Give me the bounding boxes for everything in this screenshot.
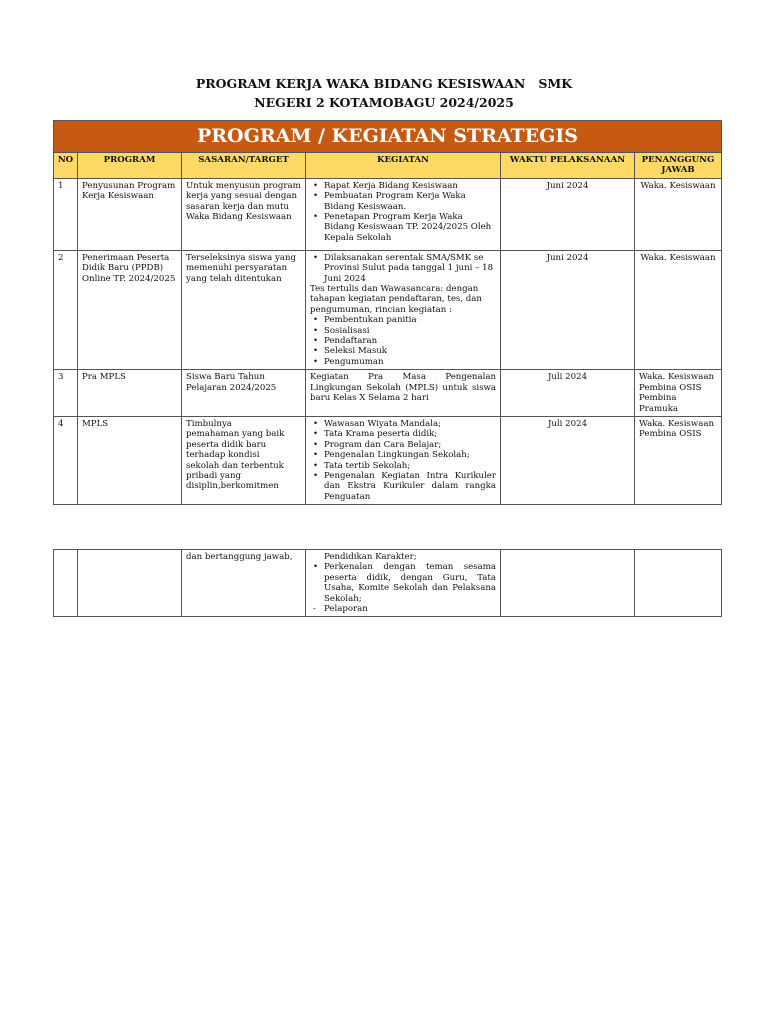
- list-item: • Pengenalan Lingkungan Sekolah;: [324, 450, 496, 460]
- list-item: - Pelaporan: [324, 604, 496, 614]
- row-program: Pra MPLS: [78, 370, 182, 417]
- row-waktu: Juni 2024: [501, 178, 635, 250]
- continuation-table: [53, 549, 722, 617]
- kegiatan-list: [310, 253, 496, 284]
- list-item: • Pengenalan Kegiatan Intra Kurikuler dan Ekstra Kurikuler dalam rangka Penguatan: [324, 471, 496, 502]
- row-penanggung-jawab: [635, 416, 722, 504]
- row-kegiatan: [306, 416, 501, 504]
- row-penanggung-jawab: Waka. Kesiswaan: [635, 250, 722, 369]
- sasaran-line: pribadi yang: [186, 470, 241, 481]
- list-item: • Seleksi Masuk: [324, 346, 496, 356]
- list-item: • Rapat Kerja Bidang Kesiswaan: [324, 181, 496, 191]
- sasaran-line: peserta didik baru: [186, 439, 267, 450]
- kegiatan-text: Pendidikan Karakter;: [324, 552, 417, 562]
- row-no: 1: [54, 178, 78, 250]
- row-sasaran: Terseleksinya siswa yang memenuhi persyaratan yang telah ditentukan: [182, 250, 306, 369]
- header-program: PROGRAM: [78, 153, 182, 179]
- row-penanggung-jawab: [635, 370, 722, 417]
- list-item: • Tata tertib Sekolah;: [324, 461, 496, 471]
- table-row: [54, 250, 722, 369]
- header-no: NO: [54, 153, 78, 179]
- row-program: Penyusunan Program Kerja Kesiswaan: [78, 178, 182, 250]
- table-row: [54, 550, 722, 617]
- pj-line: Pembina Pramuka: [639, 393, 679, 414]
- row-waktu: Juni 2024: [501, 250, 635, 369]
- row-kegiatan: [306, 550, 501, 617]
- list-item: • Sosialisasi: [324, 326, 496, 336]
- row-program: [78, 550, 182, 617]
- kegiatan-list: [310, 562, 496, 604]
- row-no: 2: [54, 250, 78, 369]
- list-item: • Pendaftaran: [324, 336, 496, 346]
- list-item: • Pembentukan panitia: [324, 315, 496, 325]
- header-penanggung-jawab: PENANGGUNG JAWAB: [635, 153, 722, 179]
- row-sasaran: dan bertanggung jawab,: [182, 550, 306, 617]
- sasaran-line: Timbulnya: [186, 418, 232, 429]
- table-row: [54, 178, 722, 250]
- header-waktu: WAKTU PELAKSANAAN: [501, 153, 635, 179]
- header-sasaran: SASARAN/TARGET: [182, 153, 306, 179]
- title-line-2: NEGERI 2 KOTAMOBAGU 2024/2025: [254, 95, 514, 110]
- pj-line: Waka. Kesiswaan: [639, 418, 714, 429]
- sasaran-line: sekolah dan terbentuk: [186, 460, 284, 471]
- row-sasaran: Siswa Baru Tahun Pelajaran 2024/2025: [182, 370, 306, 417]
- row-program: MPLS: [78, 416, 182, 504]
- list-item: • Dilaksanakan serentak SMA/SMK se Provinsi Sulut pada tanggal 1 juni – 18 Juni 2024: [324, 253, 496, 284]
- list-item: • Pembuatan Program Kerja Waka Bidang Kesiswaan.: [324, 191, 496, 212]
- list-item: • Wawasan Wiyata Mandala;: [324, 419, 496, 429]
- table-row: [54, 416, 722, 504]
- row-waktu: Juli 2024: [501, 416, 635, 504]
- pj-line: Pembina OSIS: [639, 429, 702, 440]
- pj-line: Waka. Kesiswaan: [639, 372, 714, 383]
- document-title: [0, 74, 768, 112]
- row-no: 3: [54, 370, 78, 417]
- table-banner: PROGRAM / KEGIATAN STRATEGIS: [54, 121, 722, 153]
- kegiatan-list: [310, 181, 496, 243]
- row-penanggung-jawab: [635, 550, 722, 617]
- row-kegiatan: [306, 178, 501, 250]
- kegiatan-list: [310, 604, 496, 614]
- row-penanggung-jawab: Waka. Kesiswaan: [635, 178, 722, 250]
- kegiatan-text: Tes tertulis dan Wawasancara: dengan tahapan kegiatan pendaftaran, tes, dan pengumuman, rincian kegiatan :: [310, 284, 482, 315]
- list-item: • Penetapan Program Kerja Waka Bidang Kesiswaan TP. 2024/2025 Oleh Kepala Sekolah: [324, 212, 496, 243]
- kegiatan-list: [310, 315, 496, 367]
- title-line-1: PROGRAM KERJA WAKA BIDANG KESISWAAN SMK: [195, 76, 573, 91]
- sasaran-line: terhadap kondisi: [186, 450, 260, 461]
- table-header-row: [54, 153, 722, 179]
- row-waktu: Juli 2024: [501, 370, 635, 417]
- list-item: • Tata Krama peserta didik;: [324, 429, 496, 439]
- row-no: [54, 550, 78, 617]
- header-kegiatan: KEGIATAN: [306, 153, 501, 179]
- row-program: Penerimaan Peserta Didik Baru (PPDB) Online TP. 2024/2025: [78, 250, 182, 369]
- row-kegiatan: [306, 250, 501, 369]
- row-kegiatan: Kegiatan Pra Masa Pengenalan Lingkungan Sekolah (MPLS) untuk siswa baru Kelas X Selama 2 hari: [306, 370, 501, 417]
- table-row: [54, 370, 722, 417]
- kegiatan-list: [310, 419, 496, 502]
- row-no: 4: [54, 416, 78, 504]
- row-waktu: [501, 550, 635, 617]
- row-sasaran: [182, 416, 306, 504]
- program-table: [53, 120, 722, 505]
- list-item: • Perkenalan dengan teman sesama peserta didik, dengan Guru, Tata Usaha, Komite Sekolah dan Pelaksana Sekolah;: [324, 562, 496, 604]
- list-item: • Pengumuman: [324, 357, 496, 367]
- row-sasaran: Untuk menyusun program kerja yang sesuai dengan sasaran kerja dan mutu Waka Bidang Kesiswaan: [182, 178, 306, 250]
- list-item: • Program dan Cara Belajar;: [324, 440, 496, 450]
- sasaran-line: disiplin,berkomitmen: [186, 481, 279, 492]
- sasaran-line: pemahaman yang baik: [186, 429, 285, 440]
- pj-line: Pembina OSIS: [639, 382, 702, 393]
